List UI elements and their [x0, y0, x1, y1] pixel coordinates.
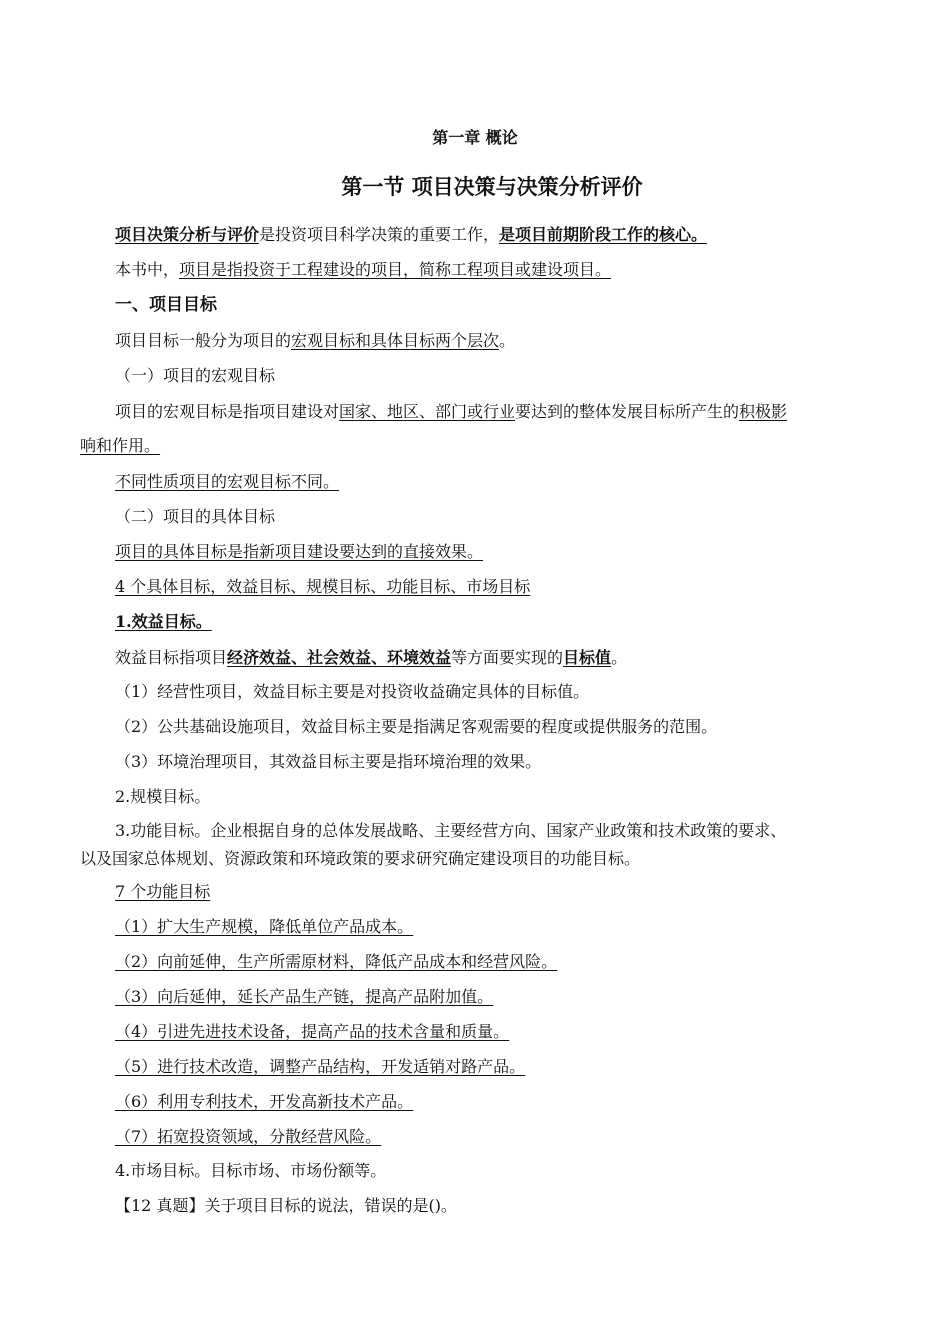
function-item: （6）利用专利技术，开发高新技术产品。	[115, 1092, 414, 1111]
paragraph-market-objective: 4.市场目标。目标市场、市场份额等。	[115, 1161, 387, 1180]
paragraph-specific-definition: 项目的具体目标是指新项目建设要达到的直接效果。	[115, 542, 484, 561]
macro-scope: 国家、地区、部门或行业	[339, 402, 516, 421]
positive-impact: 积极影	[739, 402, 788, 421]
function-item: （5）进行技术改造，调整产品结构，开发适销对路产品。	[115, 1057, 526, 1076]
text-span: 。	[611, 648, 628, 667]
paragraph-decision-analysis	[115, 224, 707, 246]
paragraph-seven-functions: 7 个功能目标	[115, 882, 211, 901]
paragraph-function-objective-line2: 以及国家总体规划、资源政策和环境政策的要求研究确定建设项目的功能目标。	[80, 849, 641, 868]
positive-impact-continued: 响和作用。	[80, 436, 161, 455]
section-title: 第一节 项目决策与决策分析评价	[341, 175, 643, 199]
benefit-item: （1）经营性项目，效益目标主要是对投资收益确定具体的目标值。	[115, 682, 590, 701]
paragraph-function-objective-line1: 3.功能目标。企业根据自身的总体发展战略、主要经营方向、国家产业政策和技术政策的要求、	[115, 821, 787, 840]
heading-benefit-objective: 1.效益目标。	[115, 612, 212, 631]
subheading-macro-objectives: （一）项目的宏观目标	[115, 366, 276, 385]
text-span: 。	[499, 331, 516, 350]
chapter-title: 第一章 概论	[432, 128, 518, 147]
text-span: 效益目标指项目	[115, 648, 228, 667]
paragraph-macro-differs: 不同性质项目的宏观目标不同。	[115, 472, 340, 491]
paragraph-project-definition	[115, 259, 611, 281]
paragraph-scale-objective: 2.规模目标。	[115, 787, 211, 806]
function-item: （4）引进先进技术设备，提高产品的技术含量和质量。	[115, 1022, 510, 1041]
text-span: 本书中，	[115, 260, 180, 279]
function-item: （3）向后延伸，延长产品生产链，提高产品附加值。	[115, 987, 494, 1006]
term-decision-analysis: 项目决策分析与评价	[115, 225, 260, 244]
benefit-item: （2）公共基础设施项目，效益目标主要是指满足客观需要的程度或提供服务的范围。	[115, 717, 718, 736]
text-span: 是投资项目科学决策的重要工作，	[259, 225, 500, 244]
subheading-specific-objectives: （二）项目的具体目标	[115, 507, 276, 526]
project-definition: 项目是指投资于工程建设的项目，简称工程项目或建设项目。	[179, 260, 612, 279]
heading-project-objectives: 一、项目目标	[115, 295, 217, 315]
text-span: 等方面要实现的	[451, 648, 564, 667]
paragraph-four-objectives: 4 个具体目标，效益目标、规模目标、功能目标、市场目标	[115, 577, 531, 596]
text-span: 要达到的整体发展目标所产生的	[515, 402, 740, 421]
benefit-item: （3）环境治理项目，其效益目标主要是指环境治理的效果。	[115, 752, 542, 771]
function-item: （2）向前延伸，生产所需原材料，降低产品成本和经营风险。	[115, 952, 558, 971]
paragraph-benefit-definition	[115, 647, 627, 669]
objective-levels: 宏观目标和具体目标两个层次	[291, 331, 500, 350]
exam-question: 【12 真题】关于项目目标的说法，错误的是()。	[115, 1196, 457, 1215]
function-item: （1）扩大生产规模，降低单位产品成本。	[115, 917, 414, 936]
function-item: （7）拓宽投资领域，分散经营风险。	[115, 1127, 382, 1146]
paragraph-macro-definition	[115, 401, 787, 423]
text-span: 项目的宏观目标是指项目建设对	[115, 402, 340, 421]
paragraph-objective-levels	[115, 330, 515, 352]
target-value: 目标值	[563, 648, 612, 667]
core-statement: 是项目前期阶段工作的核心。	[499, 225, 708, 244]
text-span: 项目目标一般分为项目的	[115, 331, 292, 350]
benefit-types: 经济效益、社会效益、环境效益	[227, 648, 452, 667]
